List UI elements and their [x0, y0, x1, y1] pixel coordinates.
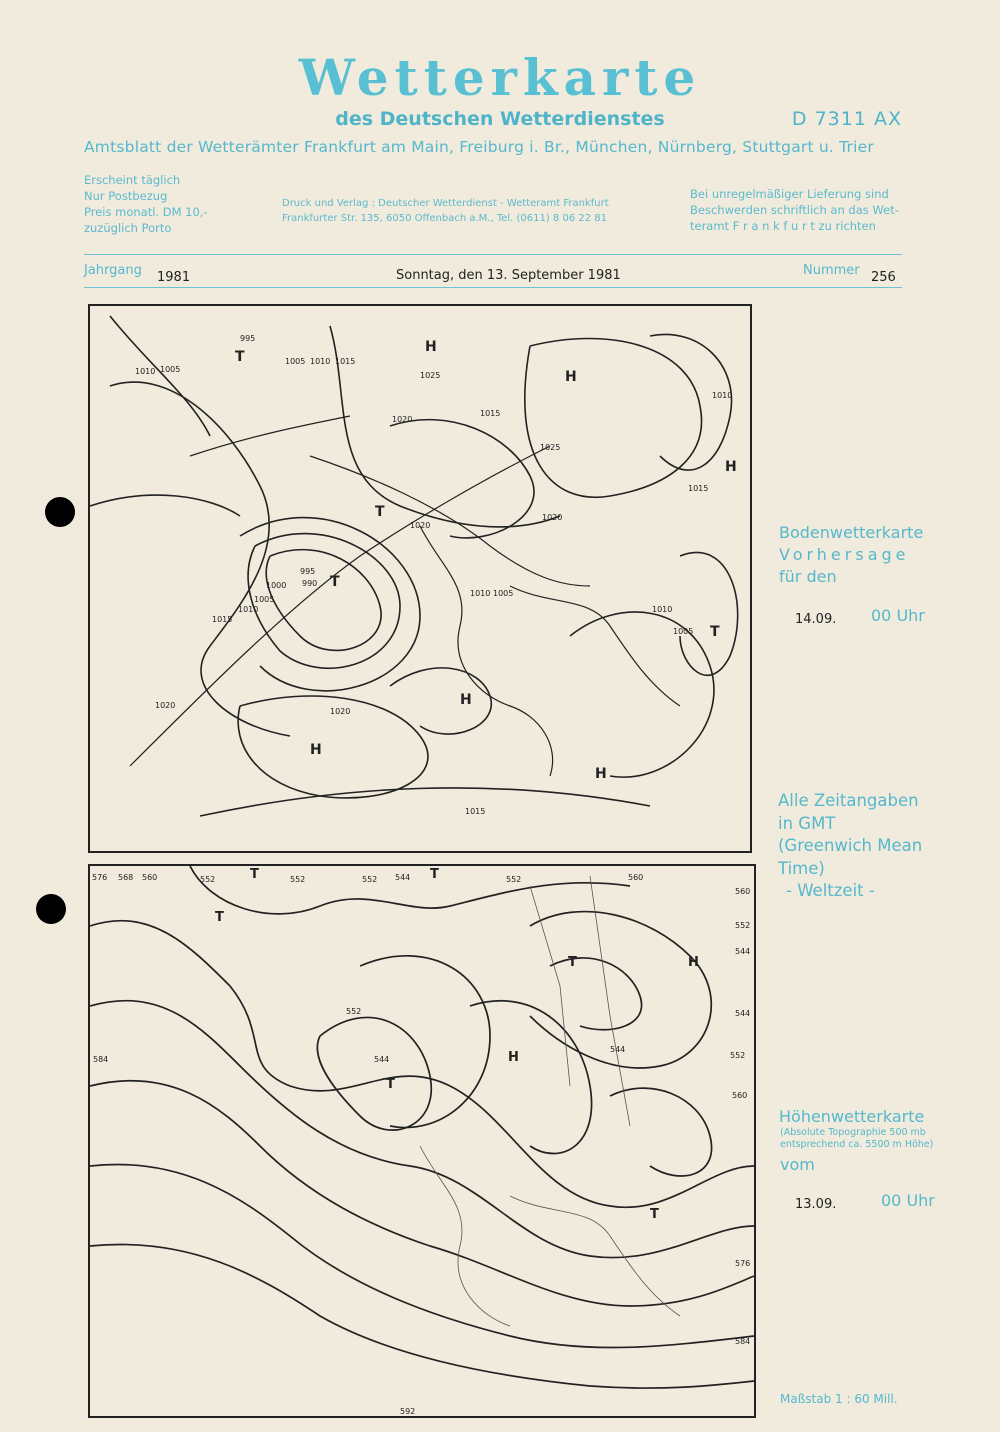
- upper-map-drawing: [90, 866, 754, 1416]
- pressure-center-low: T: [375, 504, 385, 520]
- pressure-center-low: T: [430, 867, 439, 882]
- contour-label: 592: [400, 1407, 416, 1416]
- isobar-label: 1010: [238, 605, 259, 614]
- note-line: (Absolute Topographie 500 mb: [780, 1127, 926, 1138]
- isobar-label: 1005: [285, 357, 306, 366]
- surface-map-heading: [779, 522, 923, 588]
- coast-line: [420, 526, 553, 776]
- contour-label: 552: [362, 875, 378, 884]
- pressure-center-low: T: [568, 955, 577, 970]
- pressure-center-high: H: [725, 459, 737, 475]
- info-left-line: Preis monatl. DM 10,-: [84, 205, 208, 219]
- isobar-label: 1010: [652, 605, 673, 614]
- pressure-center-high: H: [595, 766, 607, 782]
- upper-map-heading: Höhenwetterkarte: [779, 1107, 925, 1126]
- subscription-info: [84, 172, 208, 236]
- publication-code: D 7311 AX: [791, 108, 902, 130]
- isobar-label: 1025: [420, 371, 441, 380]
- contour-label: 544: [395, 873, 411, 882]
- contour-line: [90, 1164, 754, 1347]
- surface-weather-map: [88, 304, 752, 853]
- contour-label: 576: [92, 873, 108, 882]
- contour-label: 560: [142, 873, 158, 882]
- contour-label: 560: [628, 873, 644, 882]
- isobar-label: 1005: [493, 589, 514, 598]
- info-left-line: Erscheint täglich: [84, 173, 181, 187]
- surface-map-date: 14.09.: [795, 612, 837, 627]
- contour-label: 552: [730, 1051, 746, 1060]
- amtsblatt-line: Amtsblatt der Wetterämter Frankfurt am Main, Freiburg i. Br., München, Nürnberg, Stuttgart u. Trier: [84, 138, 874, 156]
- contour-line: [470, 1001, 592, 1154]
- upper-map-vom: vom: [780, 1155, 815, 1174]
- isobar: [570, 612, 714, 777]
- jahrgang-value: 1981: [157, 270, 191, 285]
- punch-hole-top: [45, 497, 75, 527]
- pressure-center-low: T: [650, 1207, 659, 1222]
- pressure-center-low: T: [215, 910, 224, 925]
- coast-line: [510, 586, 680, 706]
- contour-label: 584: [93, 1055, 109, 1064]
- contour-line: [90, 1081, 754, 1306]
- isobar: [680, 552, 738, 675]
- isobar-label: 995: [240, 334, 256, 343]
- isobar-label: 1020: [155, 701, 176, 710]
- note-line: Alle Zeitangaben: [778, 791, 919, 810]
- isobar-label: 1010: [310, 357, 331, 366]
- isobar: [330, 326, 563, 527]
- header-rule-bottom: [84, 287, 902, 288]
- isobar: [266, 550, 381, 651]
- contour-label: 552: [346, 1007, 362, 1016]
- note-line: Time): [778, 858, 825, 878]
- upper-map-time: 00 Uhr: [881, 1191, 935, 1210]
- contour-label: 544: [374, 1055, 390, 1064]
- isobar: [110, 316, 210, 436]
- isobar-label: 1015: [465, 807, 486, 816]
- coast-line: [420, 1146, 510, 1326]
- heading-line: für den: [779, 567, 837, 586]
- isobar-label: 1015: [480, 409, 501, 418]
- info-right-line: teramt F r a n k f u r t zu richten: [690, 219, 876, 233]
- contour-label: 552: [290, 875, 306, 884]
- contour-label: 560: [732, 1091, 748, 1100]
- contour-label: 560: [735, 887, 751, 896]
- isobar: [390, 668, 491, 734]
- isobar-label: 1020: [542, 513, 563, 522]
- note-line: in GMT: [778, 813, 836, 833]
- upper-air-map: [88, 864, 756, 1418]
- info-center-line: Frankfurter Str. 135, 6050 Offenbach a.M., Tel. (0611) 8 06 22 81: [282, 213, 608, 224]
- pressure-center-low: T: [250, 867, 259, 882]
- page-title: Wetterkarte: [298, 48, 702, 107]
- isobar-label: 1025: [540, 443, 561, 452]
- isobar-label: 1010: [135, 367, 156, 376]
- contour-label: 552: [200, 875, 216, 884]
- info-left-line: Nur Postbezug: [84, 189, 168, 203]
- contour-label: 568: [118, 873, 134, 882]
- complaint-info: [690, 186, 899, 234]
- isobar-label: 995: [300, 567, 316, 576]
- info-right-line: Beschwerden schriftlich an das Wet-: [690, 203, 899, 217]
- pressure-center-high: H: [310, 742, 322, 758]
- note-line: (Greenwich Mean: [778, 836, 923, 855]
- info-center-line: Druck und Verlag : Deutscher Wetterdienst - Wetteramt Frankfurt: [282, 198, 609, 209]
- isobar-label: 1005: [160, 365, 181, 374]
- isobar-label: 1005: [673, 627, 694, 636]
- isobar-label: 1015: [335, 357, 356, 366]
- isobar-label: 1015: [212, 615, 233, 624]
- publisher-info: [282, 196, 609, 226]
- contour-label: 584: [735, 1337, 751, 1346]
- surface-map-drawing: [90, 306, 750, 851]
- upper-map-date: 13.09.: [795, 1197, 837, 1212]
- isobar-label: 990: [302, 579, 318, 588]
- heading-line: Vorhersage: [779, 545, 910, 564]
- isobar: [200, 788, 650, 816]
- contour-line: [317, 1017, 431, 1130]
- nummer-label: Nummer: [803, 263, 860, 278]
- contour-label: 544: [610, 1045, 626, 1054]
- isobar: [525, 339, 702, 498]
- contour-label: 552: [735, 921, 751, 930]
- contour-label: 552: [506, 875, 522, 884]
- pressure-center-high: H: [425, 339, 437, 355]
- isobar-label: 1010: [470, 589, 491, 598]
- info-right-line: Bei unregelmäßiger Lieferung sind: [690, 187, 889, 201]
- pressure-center-low: T: [235, 349, 245, 365]
- contour-line: [90, 921, 754, 1208]
- pressure-center-low: T: [330, 574, 340, 590]
- contour-line: [550, 958, 642, 1030]
- header-rule-top: [84, 254, 902, 255]
- contour-label: 544: [735, 1009, 751, 1018]
- isobar-label: 1015: [688, 484, 709, 493]
- pressure-center-high: H: [688, 955, 699, 970]
- isobar-label: 1020: [410, 521, 431, 530]
- contour-label: 544: [735, 947, 751, 956]
- nummer-value: 256: [871, 270, 896, 285]
- time-note: [778, 790, 922, 903]
- pressure-center-high: H: [460, 692, 472, 708]
- isobar-label: 1000: [266, 581, 287, 590]
- isobar-label: 1005: [254, 595, 275, 604]
- punch-hole-bottom: [36, 894, 66, 924]
- issue-date: Sonntag, den 13. September 1981: [396, 268, 621, 283]
- contour-line: [360, 956, 490, 1128]
- contour-label: 576: [735, 1259, 751, 1268]
- note-line: - Weltzeit -: [786, 881, 875, 900]
- jahrgang-label: Jahrgang: [84, 263, 142, 278]
- pressure-center-high: H: [565, 369, 577, 385]
- pressure-center-high: H: [508, 1050, 519, 1065]
- isobar: [90, 495, 240, 516]
- map-scale: Maßstab 1 : 60 Mill.: [780, 1392, 898, 1406]
- note-line: entsprechend ca. 5500 m Höhe): [780, 1139, 934, 1150]
- surface-map-time: 00 Uhr: [871, 606, 925, 625]
- info-left-line: zuzüglich Porto: [84, 221, 172, 235]
- isobar-label: 1020: [330, 707, 351, 716]
- subtitle: des Deutschen Wetterdienstes: [335, 108, 665, 130]
- pressure-center-low: T: [710, 624, 720, 640]
- pressure-center-low: T: [386, 1077, 395, 1092]
- heading-line: Bodenwetterkarte: [779, 523, 924, 542]
- upper-map-note: [780, 1127, 933, 1151]
- contour-line: [90, 1244, 754, 1388]
- isobar-label: 1010: [712, 391, 733, 400]
- isobar-label: 1020: [392, 415, 413, 424]
